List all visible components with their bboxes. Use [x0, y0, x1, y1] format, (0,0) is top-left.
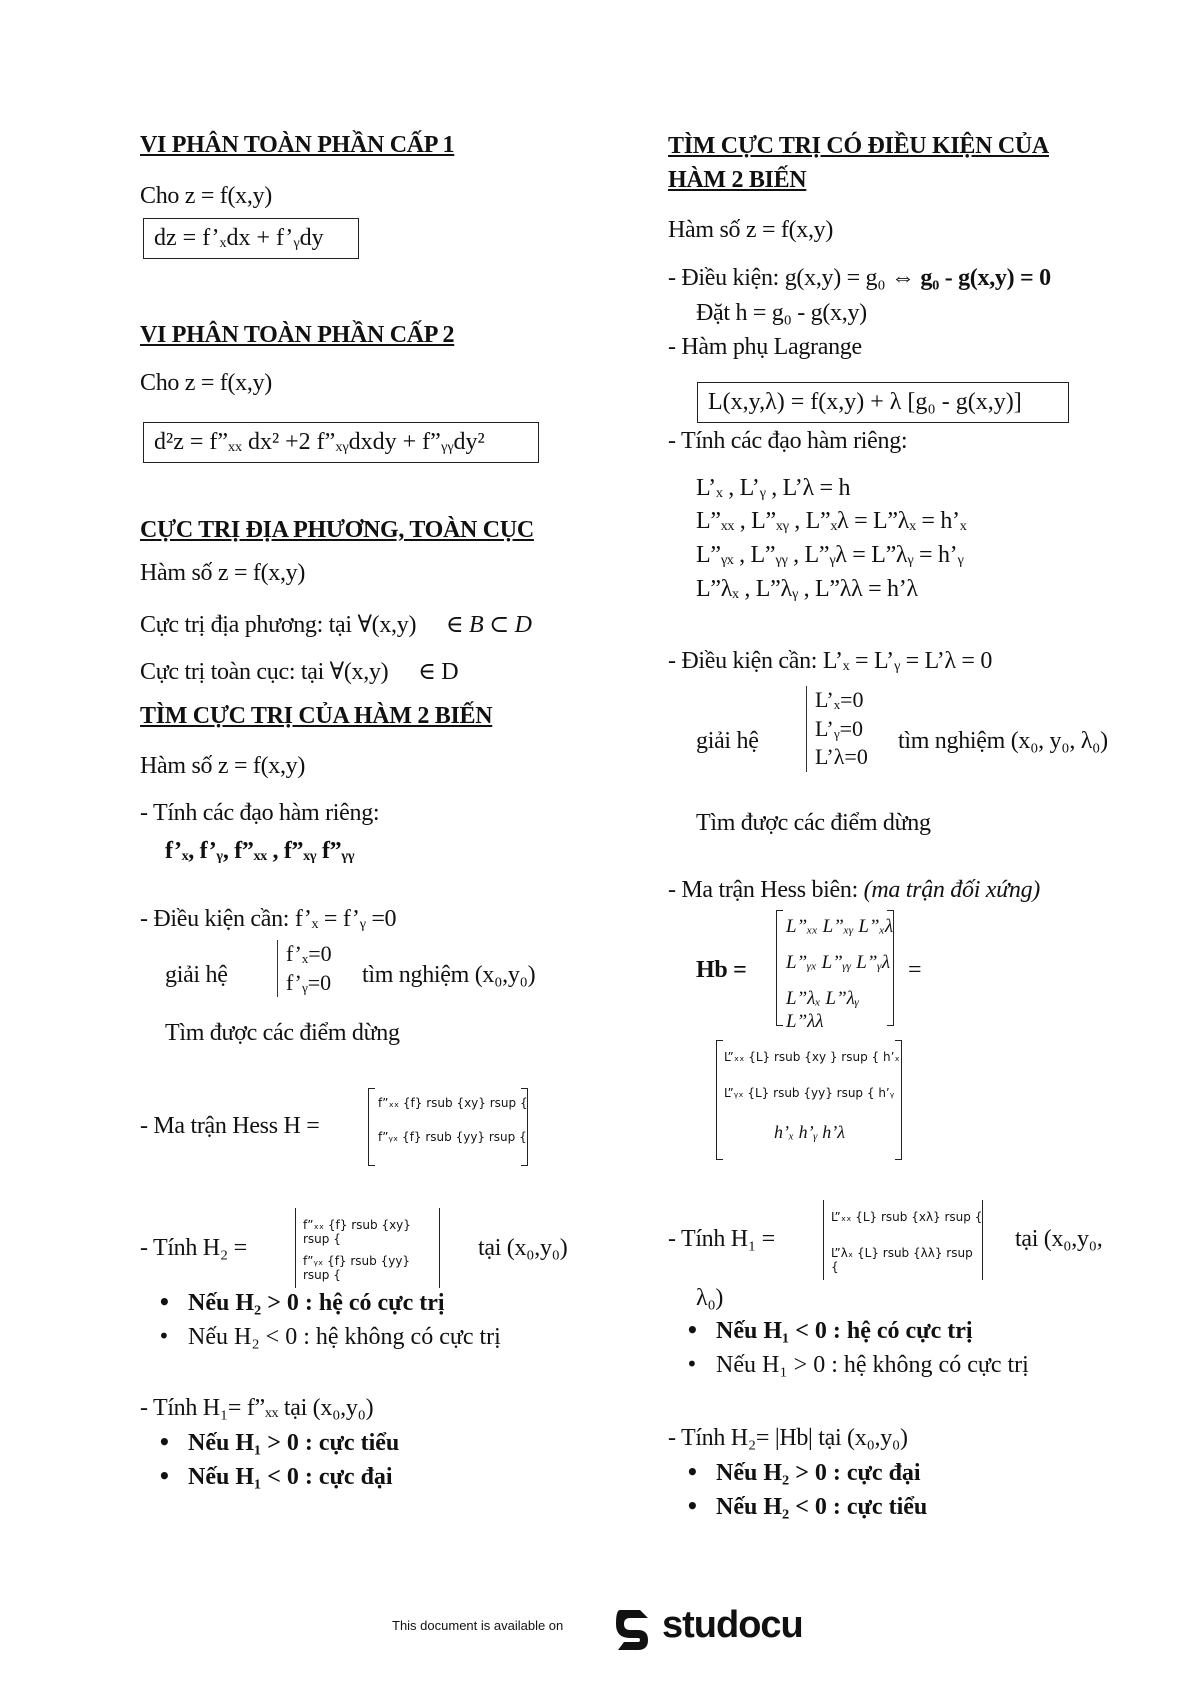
- partials-list: f’ₓ, f’ᵧ, f”ₓₓ , f”ₓᵧ f”ᵧᵧ: [165, 838, 355, 864]
- set-d: ∈ D: [418, 659, 459, 685]
- solve-label: giải hệ: [165, 962, 228, 988]
- heading-constrained-extrema-line1: TÌM CỰC TRỊ CÓ ĐIỀU KIỆN CỦA: [668, 133, 1049, 159]
- studocu-brand[interactable]: studocu: [662, 1604, 803, 1646]
- equation-fx: f’ₓ=0: [286, 941, 332, 966]
- function-text: Hàm số z = f(x,y): [140, 753, 306, 779]
- set-h-text: Đặt h = g₀ - g(x,y): [696, 300, 867, 326]
- function-text: Hàm số z = f(x,y): [668, 217, 834, 243]
- h2-row-2: f”ᵧₓ {f} rsub {yy} rsup {: [303, 1254, 411, 1283]
- symmetric-note: (ma trận đối xứng): [863, 877, 1040, 903]
- equals-sign: =: [908, 957, 922, 983]
- compute-h1-label: - Tính H₁ =: [668, 1226, 775, 1252]
- heading-local-global-extrema: CỰC TRỊ ĐỊA PHƯƠNG, TOÀN CỤC: [140, 517, 534, 543]
- h2-determinant: [295, 1208, 440, 1288]
- h2-rules: [680, 1460, 927, 1528]
- heading-constrained-extrema-line2: HÀM 2 BIẾN: [668, 167, 807, 193]
- given-text: Cho z = f(x,y): [140, 183, 272, 209]
- rule-h1-negative: • Nếu H₁ < 0 : hệ có cực trị: [680, 1318, 1029, 1352]
- rule-h2-positive: • Nếu H₂ > 0 : cực đại: [680, 1460, 927, 1494]
- formula-d2z: d²z = f”ₓₓ dx² +2 f”ₓᵧdxdy + f”ᵧᵧdy²: [154, 429, 485, 455]
- formula-box-dz: [143, 218, 359, 259]
- local-extrema-text: Cực trị địa phương: tại ∀(x,y) ∈ B ⊂ D: [140, 612, 532, 638]
- find-roots: tìm nghiệm (x₀,y₀): [362, 962, 536, 988]
- h2-rules: [152, 1290, 501, 1358]
- at-point: tại (x₀,y₀): [478, 1235, 568, 1261]
- lagrange-box: [697, 382, 1069, 423]
- hb-label: Hb =: [696, 957, 747, 983]
- hess-row-2: f”ᵧₓ {f} rsub {yy} rsup {: [378, 1130, 527, 1144]
- equation-llambda: L’λ=0: [815, 744, 868, 770]
- equation-ly: L’ᵧ=0: [815, 715, 863, 741]
- h1-rules: [152, 1430, 399, 1498]
- footer-banner: [0, 1600, 1191, 1660]
- compute-h2-label: - Tính H₂ =: [140, 1235, 247, 1261]
- equation-fy: f’ᵧ=0: [286, 969, 332, 995]
- stationary-points: Tìm được các điểm dừng: [165, 1020, 400, 1046]
- h1-row-1: L”ₓₓ {L} rsub {xλ} rsup {: [831, 1210, 983, 1224]
- studocu-logo-icon[interactable]: [610, 1606, 656, 1652]
- partial-line-2: L”ₓₓ , L”ₓᵧ , L”ₓλ = L”λₓ = h’ₓ: [696, 508, 967, 534]
- bordered-hess-matrix: [776, 910, 894, 1032]
- given-text: Cho z = f(x,y): [140, 370, 272, 396]
- necessary-condition: - Điều kiện cần: L’ₓ = L’ᵧ = L’λ = 0: [668, 648, 993, 674]
- find-roots: tìm nghiệm (x₀, y₀, λ₀): [898, 728, 1108, 754]
- heading-differential-1: VI PHÂN TOÀN PHẦN CẤP 1: [140, 132, 455, 158]
- equation-lx: L’ₓ=0: [815, 687, 864, 712]
- bordered-hess-label: - Ma trận Hess biên: (ma trận đối xứng): [668, 877, 1040, 903]
- solve-label: giải hệ: [696, 728, 759, 754]
- heading-differential-2: VI PHÂN TOÀN PHẦN CẤP 2: [140, 322, 455, 348]
- heading-find-extrema: TÌM CỰC TRỊ CỦA HÀM 2 BIẾN: [140, 703, 493, 729]
- expanded-row-1: L”ₓₓ {L} rsub {xy } rsup { h’ₓ: [724, 1050, 900, 1064]
- expanded-row-3: h’ₓ h’ᵧ h’λ: [774, 1122, 846, 1142]
- compute-h2-label: - Tính H₂= |Hb| tại (x₀,y₀): [668, 1425, 908, 1451]
- global-extrema-text: Cực trị toàn cục: tại ∀(x,y) ∈ D: [140, 659, 459, 685]
- equation-system: [806, 686, 868, 772]
- lagrange-formula: L(x,y,λ) = f(x,y) + λ [g₀ - g(x,y)]: [708, 389, 1022, 415]
- at-point-lambda: λ₀): [696, 1285, 724, 1311]
- rule-h1-positive: • Nếu H₁ > 0 : cực tiểu: [152, 1430, 399, 1464]
- constraint-text: - Điều kiện: g(x,y) = g₀ ⇔ g₀ - g(x,y) = 0: [668, 265, 1051, 291]
- function-text: Hàm số z = f(x,y): [140, 560, 306, 586]
- h2-row-1: f”ₓₓ {f} rsub {xy} rsup {: [303, 1218, 411, 1247]
- rule-h1-negative: • Nếu H₁ < 0 : cực đại: [152, 1464, 399, 1498]
- h1-determinant: [823, 1200, 983, 1280]
- h1-rules: [680, 1318, 1029, 1386]
- footer-text: This document is available on: [392, 1618, 564, 1633]
- necessary-condition: - Điều kiện cần: f’ₓ = f’ᵧ =0: [140, 906, 397, 932]
- rule-h2-negative: • Nếu H₂ < 0 : hệ không có cực trị: [152, 1324, 501, 1358]
- formula-dz: dz = f’ₓdx + f’ᵧdy: [154, 225, 324, 251]
- partial-line-4: L”λₓ , L”λᵧ , L”λλ = h’λ: [696, 576, 918, 602]
- hess-matrix: [368, 1088, 528, 1166]
- partial-line-3: L”ᵧₓ , L”ᵧᵧ , L”ᵧλ = L”λᵧ = h’ᵧ: [696, 542, 964, 568]
- compute-h1-label: - Tính H₁= f”ₓₓ tại (x₀,y₀): [140, 1395, 374, 1421]
- formula-box-d2z: [143, 422, 539, 463]
- hb-row-2: L”ᵧₓ L”ᵧᵧ L”ᵧλ: [786, 952, 891, 973]
- h1-row-2: L”λₓ {L} rsub {λλ} rsup {: [831, 1246, 973, 1275]
- stationary-points: Tìm được các điểm dừng: [696, 810, 931, 836]
- expanded-row-2: L”ᵧₓ {L} rsub {yy} rsup { h’ᵧ: [724, 1086, 895, 1100]
- partial-line-1: L’ₓ , L’ᵧ , L’λ = h: [696, 475, 851, 501]
- equation-system: [277, 940, 332, 997]
- at-point: tại (x₀,y₀,: [1015, 1226, 1103, 1252]
- set-b-in-d: ∈ B ⊂ D: [445, 612, 532, 638]
- rule-h2-positive: • Nếu H₂ > 0 : hệ có cực trị: [152, 1290, 501, 1324]
- hess-row-1: f”ₓₓ {f} rsub {xy} rsup {: [378, 1096, 528, 1110]
- hb-row-3: L”λₓ L”λᵧ L”λλ: [786, 988, 860, 1032]
- rule-h2-negative: • Nếu H₂ < 0 : cực tiểu: [680, 1494, 927, 1528]
- hb-row-1: L”ₓₓ L”ₓᵧ L”ₓλ: [786, 916, 894, 937]
- rule-h1-positive: • Nếu H₁ > 0 : hệ không có cực trị: [680, 1352, 1029, 1386]
- lagrange-label: - Hàm phụ Lagrange: [668, 334, 862, 360]
- partials-label: - Tính các đạo hàm riêng:: [140, 800, 380, 826]
- bordered-hess-expanded: [716, 1040, 902, 1160]
- hess-matrix-label: - Ma trận Hess H =: [140, 1113, 320, 1139]
- partials-label: - Tính các đạo hàm riêng:: [668, 428, 908, 454]
